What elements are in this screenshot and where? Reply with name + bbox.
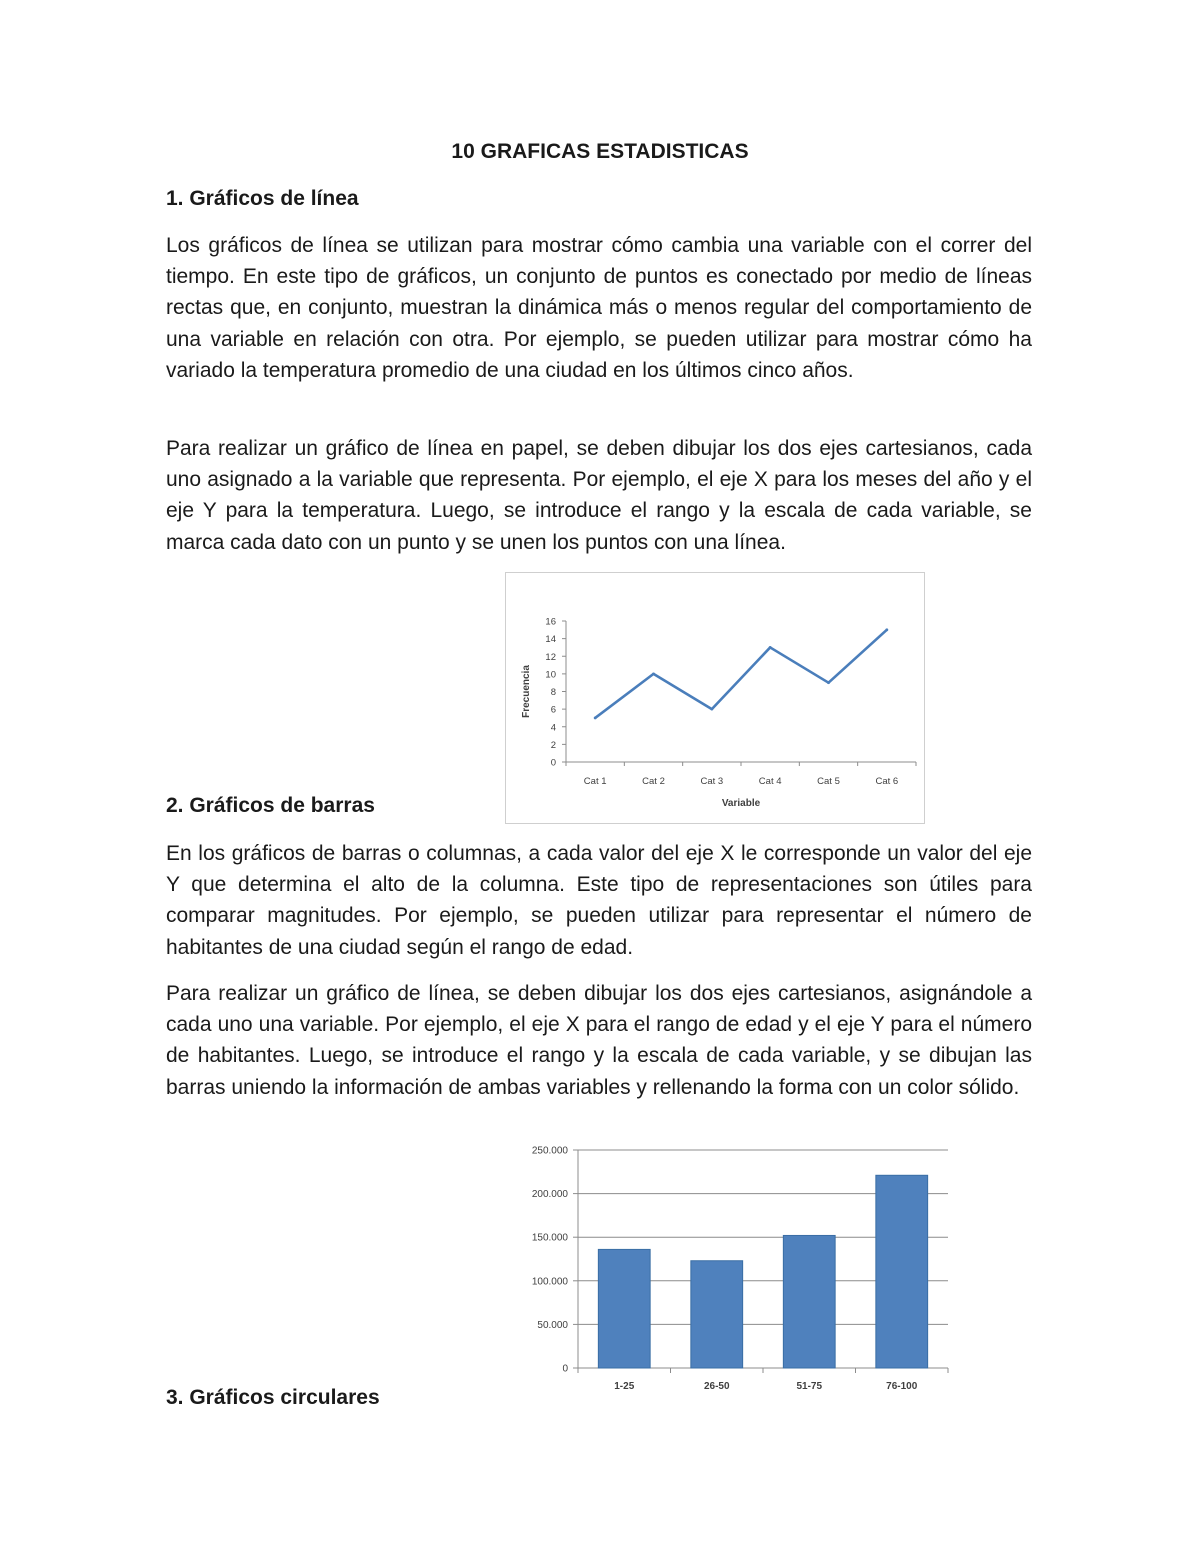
section-heading-bar-charts: 2. Gráficos de barras (166, 794, 375, 817)
data-point (594, 717, 597, 720)
data-point (769, 646, 772, 649)
y-axis-title: Frecuencia (521, 665, 532, 718)
y-tick-label: 16 (545, 616, 556, 628)
paragraph-line-charts-howto: Para realizar un gráfico de línea en papel, se deben dibujar los dos ejes cartesianos, cada uno asignado a la variable que representa. Por ejemplo, el eje X para los meses del año y el eje Y para la temperatura. Luego, se introduce el rango y la escala de cada variable, se marca cada dato con un punto y se unen los puntos con una línea. (166, 437, 1032, 554)
x-tick-label: Cat 3 (700, 776, 724, 787)
y-tick-label: 100.000 (531, 1276, 568, 1288)
y-tick-label: 14 (545, 634, 556, 646)
data-point (710, 708, 713, 711)
y-tick-label: 4 (550, 722, 556, 734)
section-heading-line-charts: 1. Gráficos de línea (166, 187, 359, 210)
y-tick-label: 250.000 (531, 1145, 568, 1157)
bar (783, 1235, 835, 1368)
x-tick-label: Cat 5 (817, 776, 840, 787)
data-point (827, 681, 830, 684)
line-chart (506, 573, 924, 823)
y-tick-label: 50.000 (537, 1319, 568, 1331)
line-chart-frame (505, 572, 925, 824)
x-tick-label: 26-50 (703, 1381, 730, 1392)
x-tick-label: 51-75 (796, 1381, 823, 1392)
paragraph-line-charts-intro: Los gráficos de línea se utilizan para mostrar cómo cambia una variable con el correr del tiempo. En este tipo de gráficos, un conjunto de puntos es conectado por medio de líneas rectas que, en conjunto, muestran la dinámica más o menos regular del comportamiento de una variable en relación con otra. Por ejemplo, se pueden utilizar para mostrar cómo ha variado la temperatura promedio de una ciudad en los últimos cinco años. (166, 234, 1032, 382)
x-tick-label: Cat 2 (642, 776, 665, 787)
paragraph-bar-charts-howto: Para realizar un gráfico de línea, se deben dibujar los dos ejes cartesianos, asignándole a cada uno una variable. Por ejemplo, el eje X para el rango de edad y el eje Y para el número de habitantes. Luego, se introduce el rango y la escala de cada variable, y se dibujan las barras uniendo la información de ambas variables y rellenando la forma con un color sólido. (166, 982, 1032, 1099)
y-tick-label: 0 (550, 757, 556, 769)
x-tick-label: 1-25 (614, 1381, 635, 1392)
data-point (885, 628, 888, 631)
series-line (595, 630, 887, 718)
y-tick-label: 200.000 (531, 1189, 568, 1201)
section-heading-pie-charts: 3. Gráficos circulares (166, 1386, 380, 1409)
data-point (652, 672, 655, 675)
paragraph-bar-charts-intro: En los gráficos de barras o columnas, a cada valor del eje X le corresponde un valor del eje Y que determina el alto de la columna. Este tipo de representaciones son útiles para comparar magnitudes. Por ejemplo, se pueden utilizar para representar el número de habitantes de una ciudad según el rango de edad. (166, 842, 1032, 959)
bar (598, 1249, 650, 1368)
x-tick-label: Cat 6 (875, 776, 899, 787)
x-tick-label: Cat 4 (758, 776, 782, 787)
y-tick-label: 0 (562, 1363, 568, 1375)
y-tick-label: 12 (545, 651, 556, 663)
y-tick-label: 150.000 (531, 1232, 568, 1244)
x-tick-label: Cat 1 (583, 776, 607, 787)
y-tick-label: 10 (545, 669, 556, 681)
y-tick-label: 6 (550, 704, 556, 716)
document-title: 10 GRAFICAS ESTADISTICAS (451, 140, 749, 163)
bar (691, 1261, 743, 1368)
bar-chart (500, 1140, 960, 1400)
x-tick-label: 76-100 (886, 1381, 918, 1392)
bar (876, 1175, 928, 1368)
y-tick-label: 8 (550, 687, 556, 698)
x-axis-title: Variable (721, 798, 761, 809)
y-tick-label: 2 (550, 739, 556, 751)
